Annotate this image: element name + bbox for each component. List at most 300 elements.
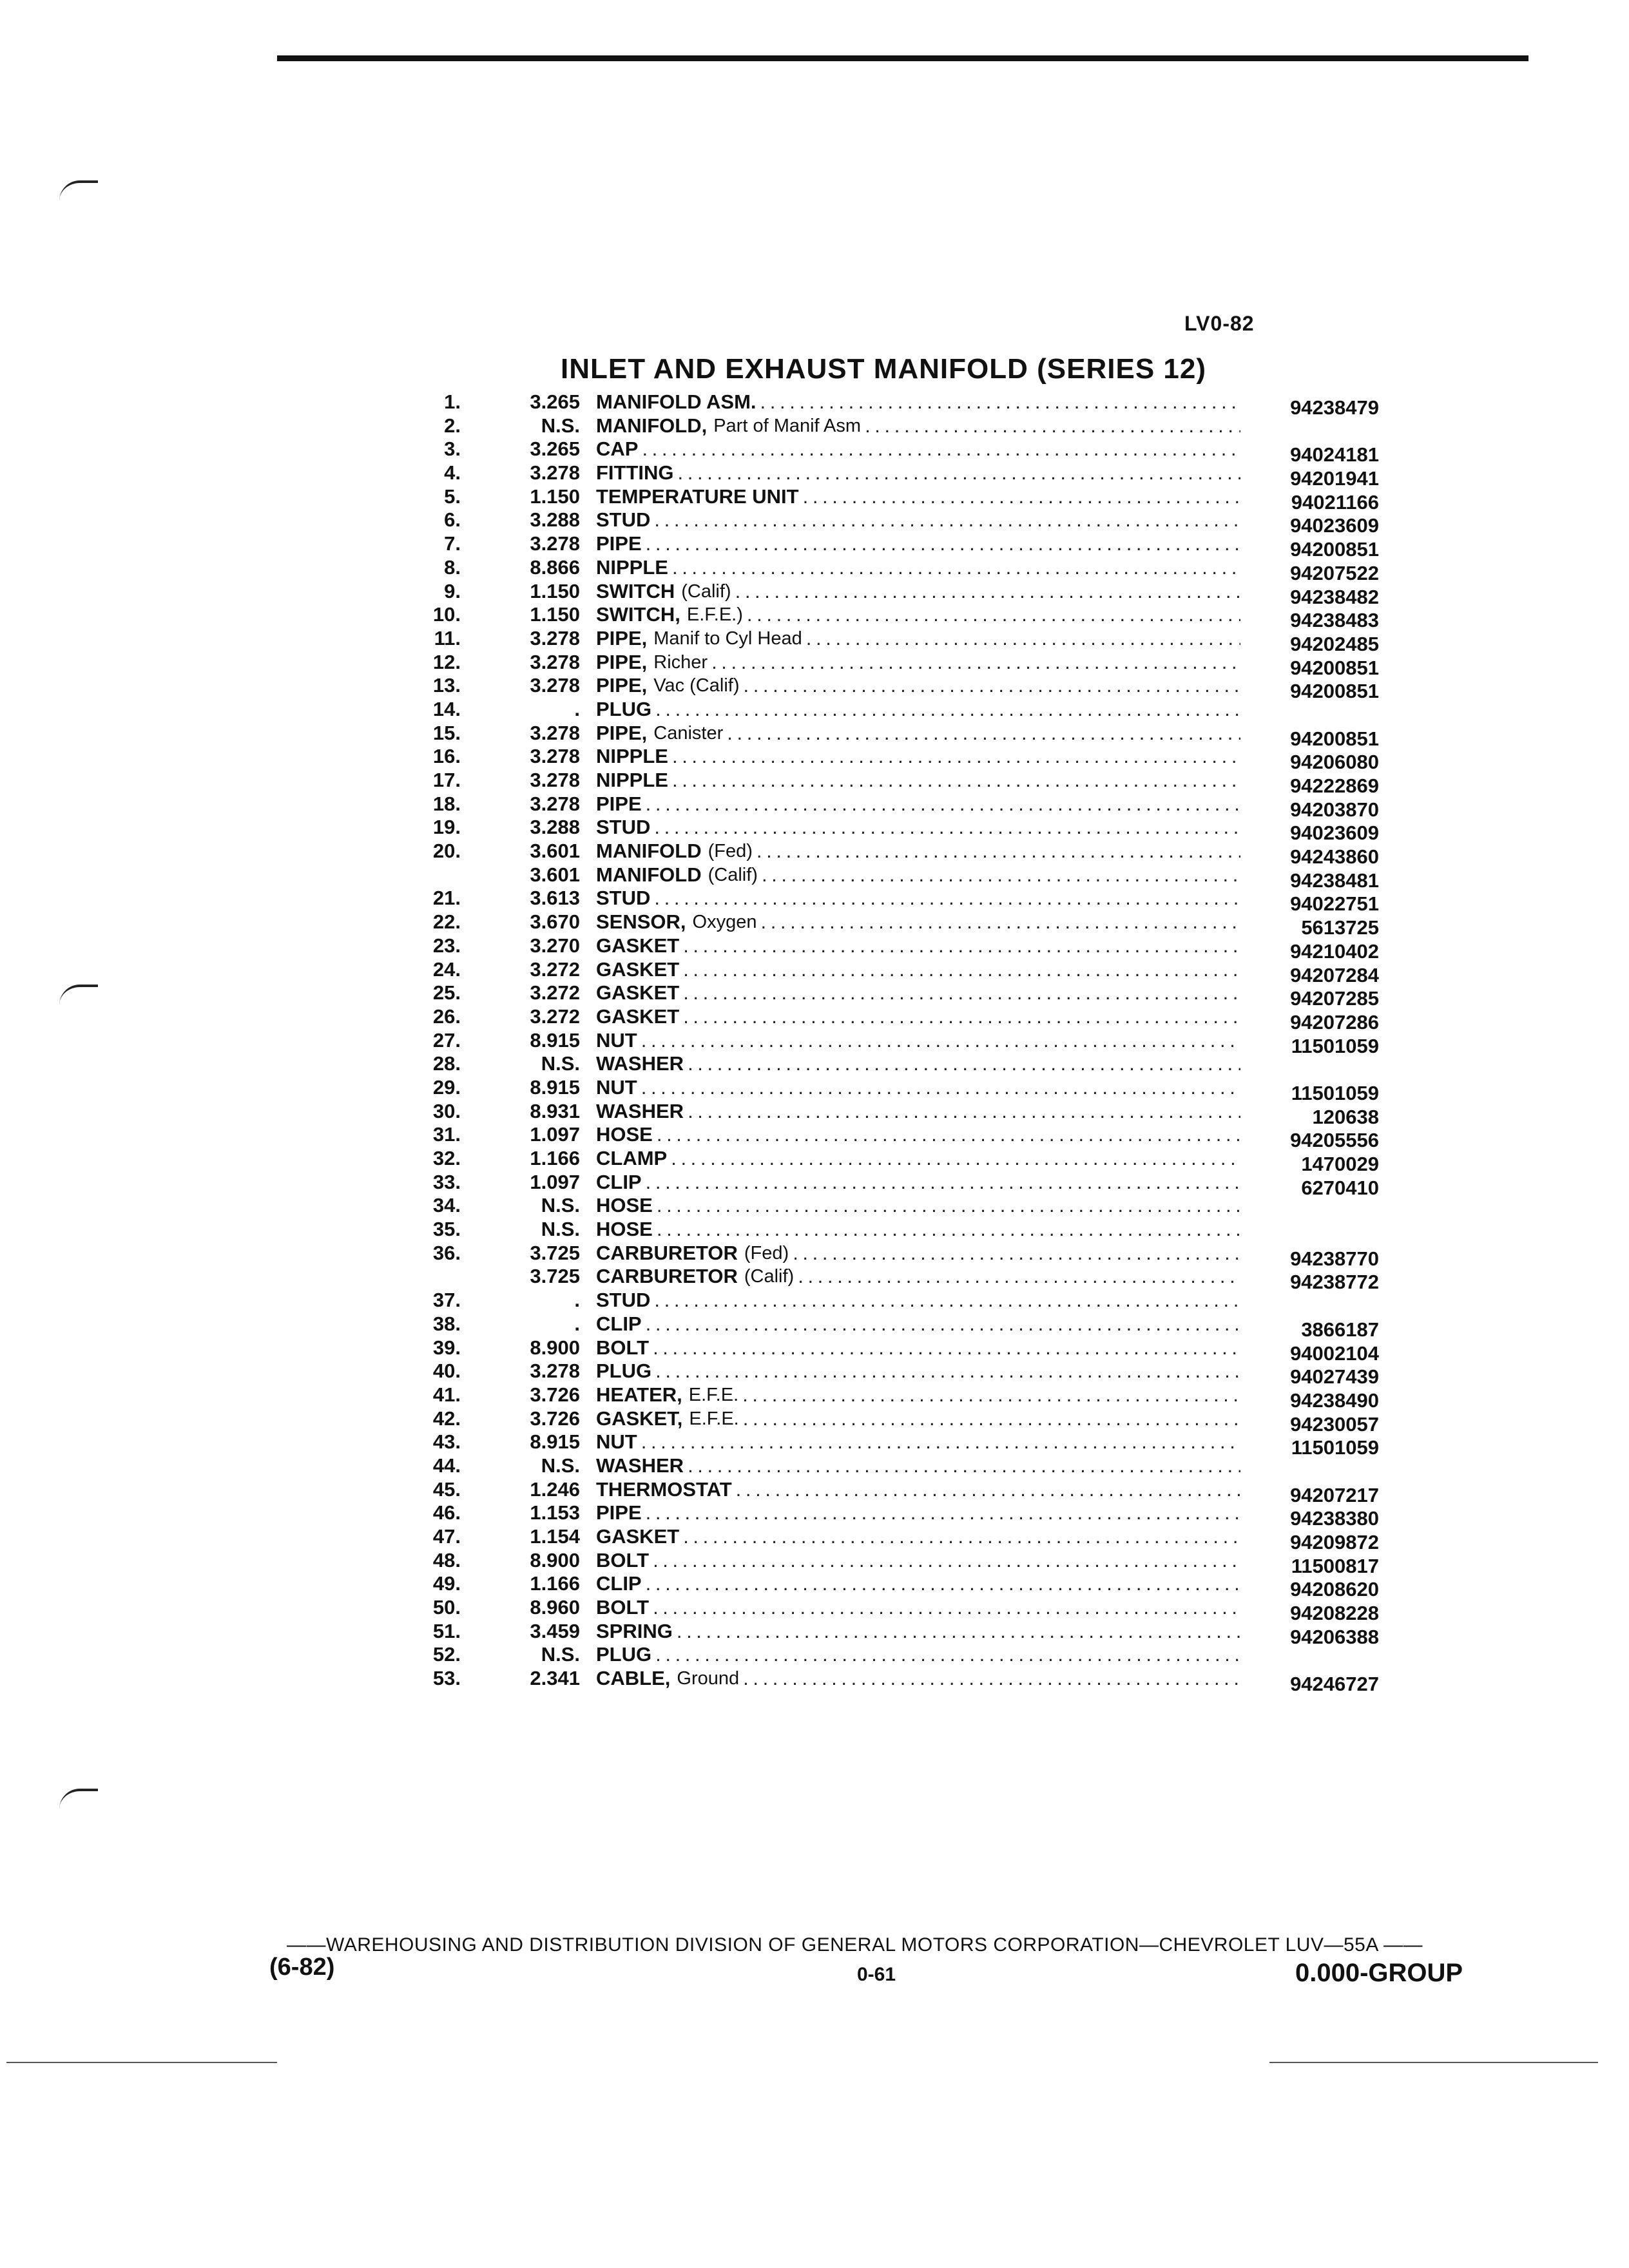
part-description: [596, 627, 1240, 650]
group-number: 8.866: [530, 555, 580, 579]
part-description: [596, 1076, 1240, 1099]
table-row: [412, 1430, 1379, 1459]
part-number: 94238482: [1290, 585, 1379, 608]
part-description: [596, 1123, 1240, 1146]
dot-leader: [865, 414, 1240, 437]
table-row: [412, 1548, 1379, 1577]
part-name: SENSOR,: [596, 910, 686, 934]
table-row: [412, 957, 1379, 986]
table-row: [412, 721, 1379, 750]
part-description: [596, 1052, 1240, 1075]
item-number: 16.: [432, 745, 461, 768]
dot-leader: [683, 958, 1240, 981]
table-row: [412, 650, 1379, 679]
group-number: 3.270: [530, 934, 580, 957]
dot-leader: [655, 1360, 1240, 1383]
part-name: NUT: [596, 1028, 637, 1052]
part-number: 94230057: [1290, 1412, 1379, 1436]
item-number: 1.: [444, 390, 461, 413]
part-name: HOSE: [596, 1123, 653, 1146]
part-number: 1470029: [1301, 1153, 1379, 1175]
part-number: 94021166: [1291, 490, 1379, 514]
dot-leader: [654, 508, 1240, 532]
part-number: 3866187: [1301, 1318, 1379, 1341]
dot-leader: [654, 816, 1240, 839]
dot-leader: [727, 722, 1240, 745]
part-name: GASKET: [596, 1004, 680, 1028]
table-row: [412, 792, 1379, 821]
table-row: [412, 579, 1379, 608]
table-row: [412, 1501, 1379, 1530]
part-number: 94027439: [1290, 1365, 1379, 1389]
table-row: [412, 1123, 1379, 1152]
group-number: 3.613: [530, 887, 580, 910]
part-number: 11500817: [1291, 1554, 1379, 1577]
table-row: [412, 1667, 1379, 1696]
item-number: 15.: [432, 721, 461, 744]
part-number: 94202485: [1290, 632, 1379, 655]
table-row: [412, 934, 1379, 963]
part-number: 94200851: [1290, 727, 1379, 750]
dot-leader: [646, 1501, 1240, 1524]
item-number: 21.: [432, 887, 461, 910]
table-row: [412, 1075, 1379, 1104]
dot-leader: [742, 1383, 1240, 1407]
part-note: Ground: [677, 1668, 740, 1689]
dot-leader: [657, 1218, 1240, 1241]
part-name: BOLT: [596, 1336, 650, 1359]
item-number: 19.: [432, 816, 461, 839]
part-description: [596, 1667, 1240, 1690]
part-name: BOLT: [596, 1596, 650, 1619]
table-row: [412, 1596, 1379, 1625]
part-number: 94207285: [1290, 987, 1379, 1010]
table-row: [412, 1407, 1379, 1436]
part-name: PIPE,: [596, 650, 648, 673]
item-number: 24.: [432, 957, 461, 981]
group-number: 8.960: [530, 1596, 580, 1619]
dot-leader: [760, 910, 1240, 934]
group-number: 8.900: [530, 1336, 580, 1359]
group-number: 1.166: [530, 1147, 580, 1169]
group-number: 3.278: [530, 792, 580, 815]
item-number: 34.: [432, 1194, 461, 1217]
part-name: GASKET: [596, 934, 680, 957]
group-number: 3.278: [530, 461, 580, 485]
table-row: [412, 769, 1379, 797]
part-description: [596, 1360, 1240, 1383]
part-description: [596, 1100, 1240, 1123]
table-row: [412, 485, 1379, 514]
dot-leader: [646, 793, 1240, 816]
dot-leader: [677, 1620, 1240, 1643]
item-number: 2.: [444, 414, 461, 437]
part-number: 94246727: [1290, 1673, 1379, 1696]
part-name: HOSE: [596, 1218, 653, 1241]
table-row: [412, 1099, 1379, 1128]
dot-leader: [654, 887, 1240, 910]
part-name: THERMOSTAT: [596, 1477, 732, 1501]
part-description: [596, 1218, 1240, 1241]
item-number: 29.: [432, 1075, 461, 1099]
part-name: CAP: [596, 437, 639, 461]
dot-leader: [672, 556, 1240, 579]
dot-leader: [683, 1005, 1240, 1028]
table-row: [412, 674, 1379, 703]
dot-leader: [657, 1123, 1240, 1146]
table-row: [412, 390, 1379, 419]
item-number: 41.: [432, 1383, 461, 1406]
dot-leader: [678, 461, 1240, 485]
table-row: [412, 626, 1379, 655]
table-row: [412, 745, 1379, 774]
item-number: 14.: [432, 697, 461, 720]
part-description: [596, 769, 1240, 792]
part-description: [596, 722, 1240, 745]
part-number: 94023609: [1290, 822, 1379, 845]
group-number: .: [574, 1289, 580, 1312]
part-name: GASKET: [596, 981, 680, 1004]
group-number: 3.272: [530, 957, 580, 981]
group-number: 3.670: [530, 910, 580, 934]
part-note: (Fed): [708, 841, 753, 862]
group-number: N.S.: [541, 1643, 580, 1666]
part-name: WASHER: [596, 1052, 684, 1075]
part-number: 94238772: [1290, 1271, 1379, 1294]
group-number: N.S.: [541, 1052, 580, 1075]
part-note: Vac (Calif): [653, 675, 740, 697]
table-row: [412, 532, 1379, 561]
part-name: NIPPLE: [596, 555, 668, 579]
part-name: MANIFOLD: [596, 840, 702, 863]
group-number: 8.900: [530, 1548, 580, 1571]
group-number: 3.278: [530, 745, 580, 768]
part-name: GASKET,: [596, 1407, 683, 1430]
item-number: 10.: [432, 603, 461, 626]
part-name: GASKET: [596, 1525, 680, 1548]
group-number: 1.150: [530, 485, 580, 508]
part-note: Oxygen: [692, 912, 757, 933]
item-number: 13.: [432, 674, 461, 697]
dot-leader: [653, 1549, 1240, 1572]
table-row: [412, 1170, 1379, 1199]
part-description: [596, 603, 1240, 626]
group-number: 3.725: [530, 1265, 580, 1288]
item-number: 6.: [444, 508, 461, 532]
item-number: 38.: [432, 1312, 461, 1335]
part-description: [596, 1289, 1240, 1312]
page-title: INLET AND EXHAUST MANIFOLD (SERIES 12): [561, 353, 1206, 385]
part-name: HOSE: [596, 1194, 653, 1217]
group-number: 1.154: [530, 1525, 580, 1548]
part-number: 94208228: [1290, 1602, 1379, 1625]
part-description: [596, 1525, 1240, 1548]
table-row: [412, 1454, 1379, 1478]
part-name: PIPE,: [596, 721, 648, 744]
table-row: [412, 1028, 1379, 1057]
part-description: [596, 580, 1240, 603]
item-number: 44.: [432, 1454, 461, 1477]
part-description: [596, 461, 1240, 485]
part-description: [596, 934, 1240, 957]
dot-leader: [641, 1076, 1240, 1099]
part-number: 94200851: [1290, 538, 1379, 561]
table-row: [412, 1004, 1379, 1033]
part-number: 94201941: [1290, 467, 1379, 490]
item-number: 3.: [444, 437, 461, 461]
group-number: 3.278: [530, 769, 580, 791]
dot-leader: [762, 863, 1240, 887]
binder-hole-mark: [59, 1789, 98, 1809]
group-number: 1.246: [530, 1477, 580, 1501]
table-row: [412, 1477, 1379, 1506]
parts-table: [412, 390, 1379, 1696]
top-rule: [277, 55, 1528, 61]
part-number: 94238380: [1290, 1507, 1379, 1530]
dot-leader: [655, 698, 1240, 721]
dot-leader: [683, 1525, 1240, 1548]
table-row: [412, 816, 1379, 845]
part-description: [596, 1454, 1240, 1477]
part-number: 94238483: [1290, 609, 1379, 632]
dot-leader: [798, 1265, 1240, 1288]
item-number: 9.: [444, 579, 461, 602]
table-row: [412, 1619, 1379, 1648]
part-description: [596, 1549, 1240, 1572]
part-name: MANIFOLD ASM.: [596, 390, 757, 413]
part-number: 94002104: [1290, 1341, 1379, 1365]
binder-hole-mark: [59, 180, 98, 201]
part-name: PIPE,: [596, 626, 648, 649]
group-number: 3.265: [530, 390, 580, 413]
part-description: [596, 532, 1240, 555]
table-row: [412, 698, 1379, 722]
dot-leader: [803, 485, 1240, 508]
part-name: NIPPLE: [596, 745, 668, 768]
item-number: 12.: [432, 650, 461, 673]
dot-leader: [757, 840, 1240, 863]
part-name: WASHER: [596, 1099, 684, 1122]
item-number: 52.: [432, 1643, 461, 1666]
item-number: 51.: [432, 1619, 461, 1642]
part-number: 94243860: [1290, 845, 1379, 869]
part-number: 94200851: [1290, 656, 1379, 679]
part-description: [596, 745, 1240, 768]
group-number: 8.915: [530, 1028, 580, 1052]
table-row: [412, 1265, 1379, 1294]
item-number: 33.: [432, 1170, 461, 1193]
group-number: 3.272: [530, 981, 580, 1004]
group-number: 8.915: [530, 1430, 580, 1454]
group-number: 3.278: [530, 626, 580, 649]
part-description: [596, 981, 1240, 1004]
group-number: 3.459: [530, 1619, 580, 1642]
part-note: (Calif): [744, 1266, 795, 1287]
part-name: FITTING: [596, 461, 674, 485]
group-number: 8.931: [530, 1099, 580, 1122]
dot-leader: [743, 674, 1240, 697]
part-note: Canister: [653, 722, 724, 744]
dot-leader: [672, 769, 1240, 792]
part-description: [596, 863, 1240, 887]
bottom-rule-right: [1269, 2062, 1598, 2063]
part-note: Richer: [653, 651, 708, 673]
part-number: 94024181: [1290, 443, 1379, 466]
part-description: [596, 1171, 1240, 1194]
dot-leader: [688, 1454, 1240, 1477]
item-number: 22.: [432, 910, 461, 934]
part-description: [596, 1478, 1240, 1501]
part-name: CABLE,: [596, 1667, 671, 1690]
part-description: [596, 1312, 1240, 1336]
part-description: [596, 1501, 1240, 1524]
part-description: [596, 1029, 1240, 1052]
dot-leader: [672, 745, 1240, 768]
item-number: 8.: [444, 555, 461, 579]
table-row: [412, 1147, 1379, 1175]
group-number: 1.150: [530, 579, 580, 602]
table-row: [412, 1525, 1379, 1553]
part-name: CARBURETOR: [596, 1265, 738, 1288]
group-number: 1.097: [530, 1123, 580, 1146]
table-row: [412, 1312, 1379, 1341]
table-row: [412, 863, 1379, 892]
group-number: 3.278: [530, 532, 580, 555]
part-number: 94222869: [1290, 774, 1379, 797]
item-number: 50.: [432, 1596, 461, 1619]
part-number: 94206388: [1290, 1625, 1379, 1648]
item-number: 25.: [432, 981, 461, 1004]
dot-leader: [653, 1336, 1240, 1360]
item-number: 26.: [432, 1004, 461, 1028]
part-number: 120638: [1312, 1105, 1379, 1128]
part-name: STUD: [596, 887, 651, 910]
dot-leader: [683, 934, 1240, 957]
part-description: [596, 840, 1240, 863]
item-number: 49.: [432, 1572, 461, 1595]
item-number: 5.: [444, 485, 461, 508]
dot-leader: [655, 1643, 1240, 1666]
part-name: CARBURETOR: [596, 1241, 738, 1264]
part-description: [596, 1596, 1240, 1619]
part-number: 94238479: [1290, 396, 1379, 419]
table-row: [412, 1289, 1379, 1312]
part-name: STUD: [596, 816, 651, 839]
table-row: [412, 508, 1379, 537]
part-name: STUD: [596, 508, 651, 532]
part-note: (Calif): [708, 864, 758, 885]
dot-leader: [747, 603, 1240, 626]
dot-leader: [646, 1312, 1240, 1336]
footer-date: (6-82): [269, 1954, 335, 1981]
table-row: [412, 910, 1379, 939]
part-number: 94200851: [1290, 680, 1379, 703]
table-row: [412, 1336, 1379, 1365]
table-row: [412, 1383, 1379, 1412]
part-name: STUD: [596, 1289, 651, 1312]
group-number: 1.153: [530, 1501, 580, 1524]
item-number: 11.: [434, 626, 461, 649]
part-description: [596, 1242, 1240, 1265]
part-description: [596, 1147, 1240, 1170]
dot-leader: [688, 1052, 1240, 1075]
group-number: 3.726: [530, 1407, 580, 1430]
table-row: [412, 981, 1379, 1010]
part-description: [596, 1336, 1240, 1360]
dot-leader: [646, 1171, 1240, 1194]
part-name: PLUG: [596, 1643, 652, 1666]
group-number: 3.601: [530, 863, 580, 886]
part-name: PIPE: [596, 532, 642, 555]
dot-leader: [711, 651, 1240, 674]
part-description: [596, 698, 1240, 721]
item-number: 53.: [432, 1667, 461, 1690]
part-description: [596, 1265, 1240, 1288]
part-name: MANIFOLD,: [596, 414, 708, 437]
part-number: 94206080: [1290, 751, 1379, 774]
footer-group: 0.000-GROUP: [1295, 1959, 1463, 1987]
group-number: .: [574, 1312, 580, 1335]
item-number: 47.: [432, 1525, 461, 1548]
part-name: NIPPLE: [596, 769, 668, 791]
item-number: 35.: [432, 1218, 461, 1241]
group-number: 3.288: [530, 816, 580, 839]
table-row: [412, 437, 1379, 466]
part-description: [596, 1194, 1240, 1217]
group-number: 3.288: [530, 508, 580, 532]
dot-leader: [683, 981, 1240, 1004]
group-number: N.S.: [541, 414, 580, 437]
item-number: 32.: [432, 1147, 461, 1169]
part-name: NUT: [596, 1430, 637, 1454]
part-description: [596, 1430, 1240, 1454]
part-name: GASKET: [596, 957, 680, 981]
part-number: 94238770: [1290, 1247, 1379, 1270]
part-note: (Calif): [681, 581, 731, 602]
group-number: 3.272: [530, 1004, 580, 1028]
part-number: 94207522: [1290, 561, 1379, 584]
part-number: 94207284: [1290, 963, 1379, 986]
group-number: 3.278: [530, 650, 580, 673]
part-number: 94209872: [1290, 1531, 1379, 1553]
part-name: SPRING: [596, 1619, 673, 1642]
table-row: [412, 887, 1379, 916]
table-row: [412, 1572, 1379, 1601]
part-name: PIPE,: [596, 674, 648, 697]
part-note: Part of Manif Asm: [713, 415, 862, 436]
part-name: HEATER,: [596, 1383, 682, 1406]
table-row: [412, 603, 1379, 632]
part-description: [596, 1620, 1240, 1643]
item-number: 31.: [432, 1123, 461, 1146]
table-row: [412, 1194, 1379, 1218]
bottom-rule-left: [6, 2062, 277, 2063]
item-number: 18.: [432, 792, 461, 815]
part-description: [596, 1005, 1240, 1028]
part-description: [596, 816, 1240, 839]
item-number: 28.: [432, 1052, 461, 1075]
group-number: 3.278: [530, 674, 580, 697]
dot-leader: [641, 1430, 1240, 1454]
part-number: 11501059: [1291, 1436, 1379, 1459]
part-note: (Fed): [744, 1242, 789, 1264]
part-name: SWITCH,: [596, 603, 680, 626]
part-description: [596, 958, 1240, 981]
group-number: 3.278: [530, 1360, 580, 1383]
dot-leader: [653, 1596, 1240, 1619]
footer-page-number: 0-61: [857, 1964, 896, 1985]
table-row: [412, 1643, 1379, 1667]
